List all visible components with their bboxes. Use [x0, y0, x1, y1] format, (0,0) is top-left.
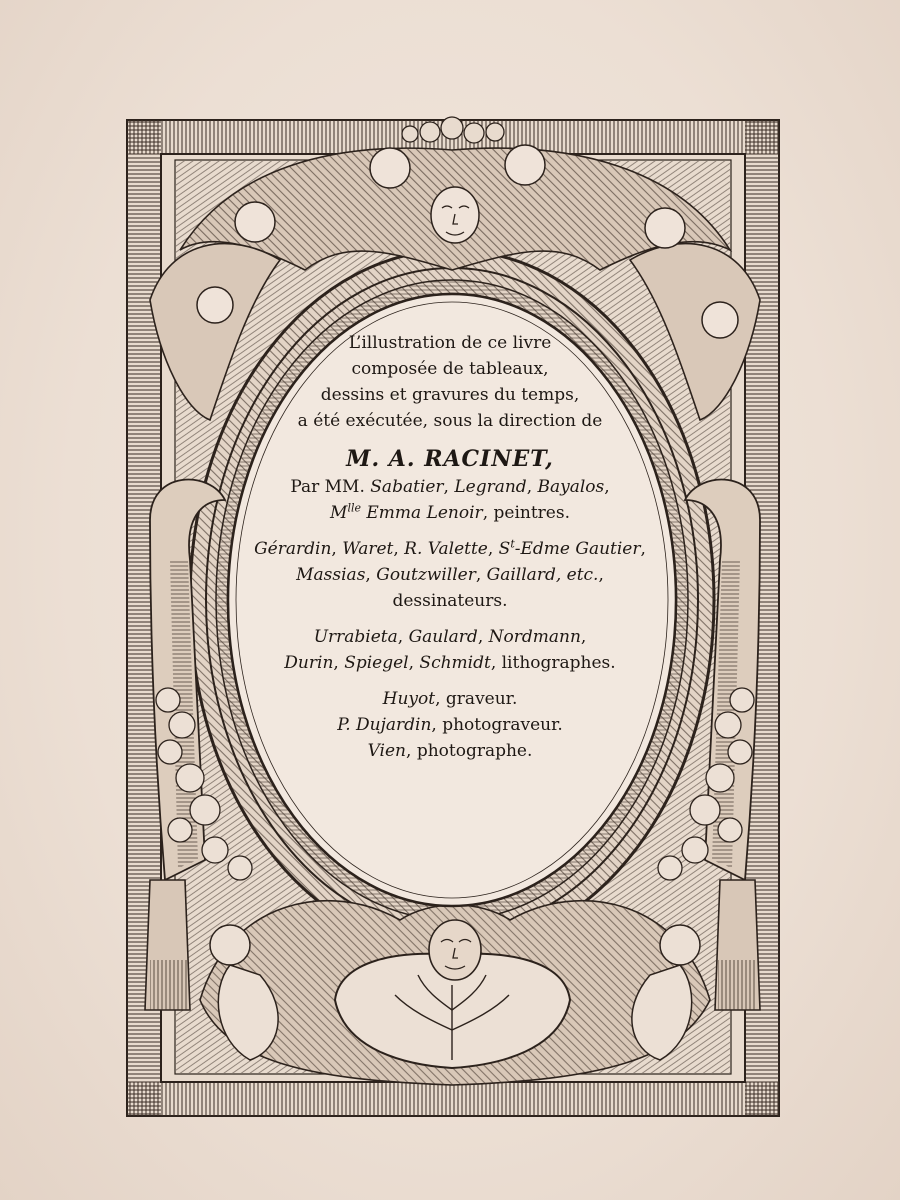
lithographer-name: Durin — [284, 653, 334, 673]
saint-sup: t — [510, 537, 515, 551]
lithographers-line-2: Durin, Spiegel, Schmidt, lithographes. — [284, 653, 616, 673]
oval-credits-text — [230, 330, 670, 764]
lithographers-block — [230, 624, 670, 676]
photographer-role: photographe. — [416, 741, 533, 761]
title-abbr: M — [330, 503, 348, 523]
engraver-role: graveur. — [445, 689, 518, 709]
intro-line-2: composée de tableaux, — [351, 359, 549, 379]
draftsman-name: Gérardin — [254, 539, 332, 559]
intro-line-3: dessins et gravures du temps, — [320, 385, 580, 405]
painter-name: Legrand — [454, 477, 527, 497]
intro-line-4: a été exécutée, sous la direction de — [297, 411, 603, 431]
draftsman-name: Waret — [342, 539, 394, 559]
director-name: M. A. RACINET, — [346, 446, 554, 472]
painter-name: Emma Lenoir — [366, 503, 483, 523]
draftsmen-block — [230, 536, 670, 614]
painters-line-2: $M^{lle}$ Emma Lenoir, peintres. — [330, 501, 570, 523]
painters-role: peintres. — [493, 503, 570, 523]
draftsman-name: S — [498, 539, 511, 559]
intro-line-1: L’illustration de ce livre — [348, 333, 552, 353]
draftsman-name: Goutzwiller — [376, 565, 476, 585]
title-sup: lle — [347, 501, 361, 515]
draftsmen-line-2: Massias, Goutzwiller, Gaillard, etc., — [296, 565, 604, 585]
engraver-name: Huyot — [382, 689, 436, 709]
painters-line-1: Par MM. Sabatier, Legrand, Bayalos, — [290, 477, 610, 497]
photographer-name: Vien — [367, 741, 407, 761]
draftsmen-line-1: Gérardin, Waret, R. Valette, $S^t$-Edme Gautier, — [254, 537, 646, 559]
draftsmen-role: dessinateurs. — [392, 591, 508, 611]
photoengraver-role: photograveur. — [442, 715, 563, 735]
painters-block — [230, 474, 670, 526]
lithographers-role: lithographes. — [501, 653, 616, 673]
draftsman-name-rest: -Edme Gautier — [514, 539, 641, 559]
photoengraver-name: P. Dujardin — [337, 715, 432, 735]
painters-prefix: Par MM. — [290, 477, 365, 497]
engraver-line: Huyot, graveur. — [382, 689, 518, 709]
painter-name: Sabatier — [370, 477, 444, 497]
lithographer-name: Nordmann — [488, 627, 581, 647]
painter-name: Bayalos — [537, 477, 605, 497]
lithographer-name: Schmidt — [419, 653, 491, 673]
lithographers-line-1: Urrabieta, Gaulard, Nordmann, — [313, 627, 587, 647]
photoengraver-line: P. Dujardin, photograveur. — [337, 715, 563, 735]
lithographer-name: Urrabieta — [313, 627, 398, 647]
draftsman-name: R. Valette — [404, 539, 488, 559]
intro-block — [230, 330, 670, 434]
draftsman-name: Massias — [296, 565, 366, 585]
lithographer-name: Spiegel — [344, 653, 409, 673]
lithographer-name: Gaulard — [408, 627, 478, 647]
photographer-line: Vien, photographe. — [367, 741, 533, 761]
draftsman-name: Gaillard, etc. — [486, 565, 599, 585]
